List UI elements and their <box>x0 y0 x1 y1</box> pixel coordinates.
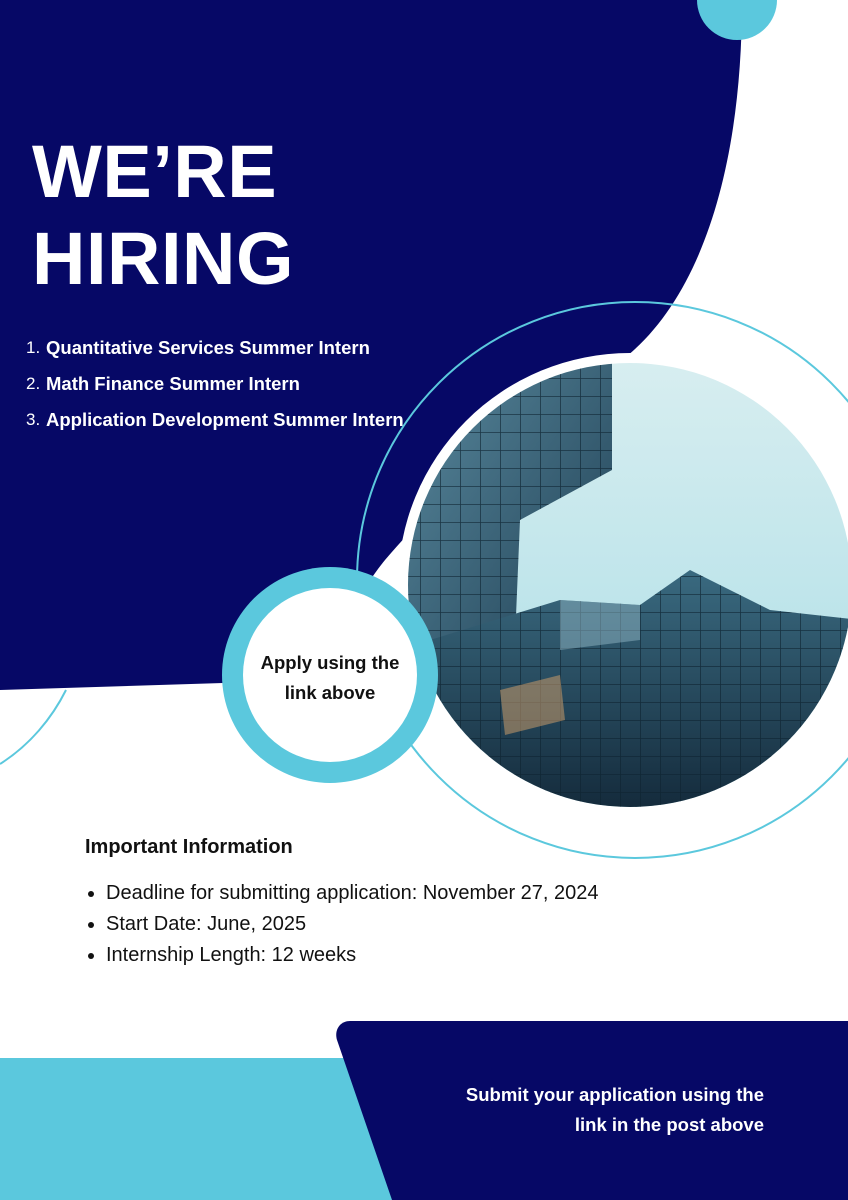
headline-line-1: WE’RE <box>32 130 278 213</box>
important-heading: Important Information <box>85 836 293 858</box>
position-number: 1. <box>26 338 41 357</box>
apply-badge-text <box>238 648 422 708</box>
position-title: Application Development Summer Intern <box>46 409 404 430</box>
info-item <box>86 940 599 971</box>
apply-line-1: Apply using the <box>260 652 400 673</box>
footer-line-1: Submit your application using the <box>465 1084 764 1105</box>
position-item <box>26 330 406 366</box>
headline-line-2: HIRING <box>32 217 294 300</box>
bullet-icon <box>88 891 94 897</box>
headline <box>32 128 294 302</box>
cyan-left-arc <box>0 690 66 764</box>
info-item <box>86 909 599 940</box>
bullet-icon <box>88 953 94 959</box>
apply-line-2: link above <box>284 682 376 703</box>
footer-text <box>400 1080 764 1140</box>
position-title: Math Finance Summer Intern <box>46 373 300 394</box>
position-title: Quantitative Services Summer Intern <box>46 337 370 358</box>
bullet-icon <box>88 922 94 928</box>
info-item <box>86 878 599 909</box>
footer-line-2: link in the post above <box>574 1114 764 1135</box>
info-text: Deadline for submitting application: November 27, 2024 <box>106 882 599 904</box>
position-item <box>26 366 406 402</box>
positions-list <box>26 330 406 438</box>
position-number: 2. <box>26 374 41 393</box>
info-text: Internship Length: 12 weeks <box>106 944 357 966</box>
important-list <box>86 878 599 971</box>
position-number: 3. <box>26 410 41 429</box>
position-item <box>26 402 406 438</box>
info-text: Start Date: June, 2025 <box>106 913 307 935</box>
